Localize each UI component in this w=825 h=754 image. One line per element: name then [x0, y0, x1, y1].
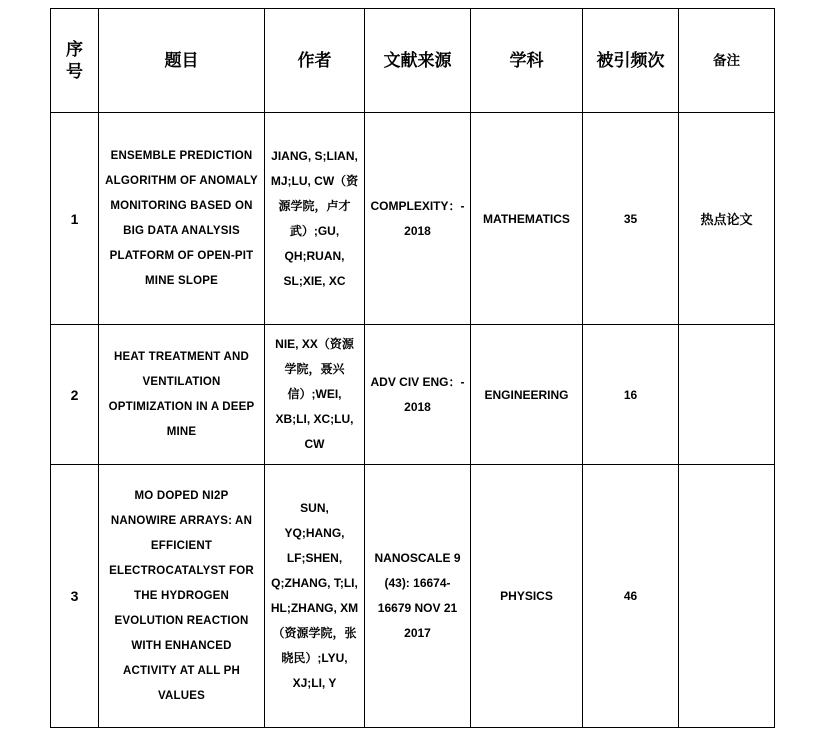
cell-author: SUN, YQ;HANG, LF;SHEN, Q;ZHANG, T;LI, HL;ZHANG, XM（资源学院，张晓民）;LYU, XJ;LI, Y — [265, 465, 365, 728]
table-row — [51, 113, 775, 325]
table-body — [51, 113, 775, 728]
cell-discipline: MATHEMATICS — [471, 113, 583, 325]
column-header-discipline: 学科 — [471, 9, 583, 113]
column-header-cited: 被引频次 — [583, 9, 679, 113]
column-header-source: 文献来源 — [365, 9, 471, 113]
cell-title: HEAT TREATMENT AND VENTILATION OPTIMIZATION IN A DEEP MINE — [99, 325, 265, 465]
cell-discipline: PHYSICS — [471, 465, 583, 728]
column-header-note: 备注 — [679, 9, 775, 113]
publications-table — [50, 8, 775, 728]
cell-note: 热点论文 — [679, 113, 775, 325]
column-header-author: 作者 — [265, 9, 365, 113]
cell-author: NIE, XX（资源学院，聂兴信）;WEI, XB;LI, XC;LU, CW — [265, 325, 365, 465]
cell-title: ENSEMBLE PREDICTION ALGORITHM OF ANOMALY MONITORING BASED ON BIG DATA ANALYSIS PLATFORM OF OPEN-PIT MINE SLOPE — [99, 113, 265, 325]
cell-source: NANOSCALE 9 (43): 16674-16679 NOV 21 2017 — [365, 465, 471, 728]
cell-source: ADV CIV ENG：- 2018 — [365, 325, 471, 465]
table-header — [51, 9, 775, 113]
column-header-seq — [51, 9, 99, 113]
cell-note — [679, 465, 775, 728]
cell-cited: 35 — [583, 113, 679, 325]
cell-author: JIANG, S;LIAN, MJ;LU, CW（资源学院，卢才武）;GU, QH;RUAN, SL;XIE, XC — [265, 113, 365, 325]
table-row — [51, 465, 775, 728]
column-header-title: 题目 — [99, 9, 265, 113]
header-row — [51, 9, 775, 113]
cell-seq: 1 — [51, 113, 99, 325]
cell-seq: 3 — [51, 465, 99, 728]
cell-cited: 46 — [583, 465, 679, 728]
column-header-seq-text: 序号 — [66, 39, 83, 81]
cell-discipline: ENGINEERING — [471, 325, 583, 465]
cell-seq: 2 — [51, 325, 99, 465]
cell-cited: 16 — [583, 325, 679, 465]
table-row — [51, 325, 775, 465]
cell-source: COMPLEXITY：- 2018 — [365, 113, 471, 325]
cell-note — [679, 325, 775, 465]
cell-title: MO DOPED NI2P NANOWIRE ARRAYS: AN EFFICIENT ELECTROCATALYST FOR THE HYDROGEN EVOLUTION REACTION WITH ENHANCED ACTIVITY AT ALL PH VALUES — [99, 465, 265, 728]
